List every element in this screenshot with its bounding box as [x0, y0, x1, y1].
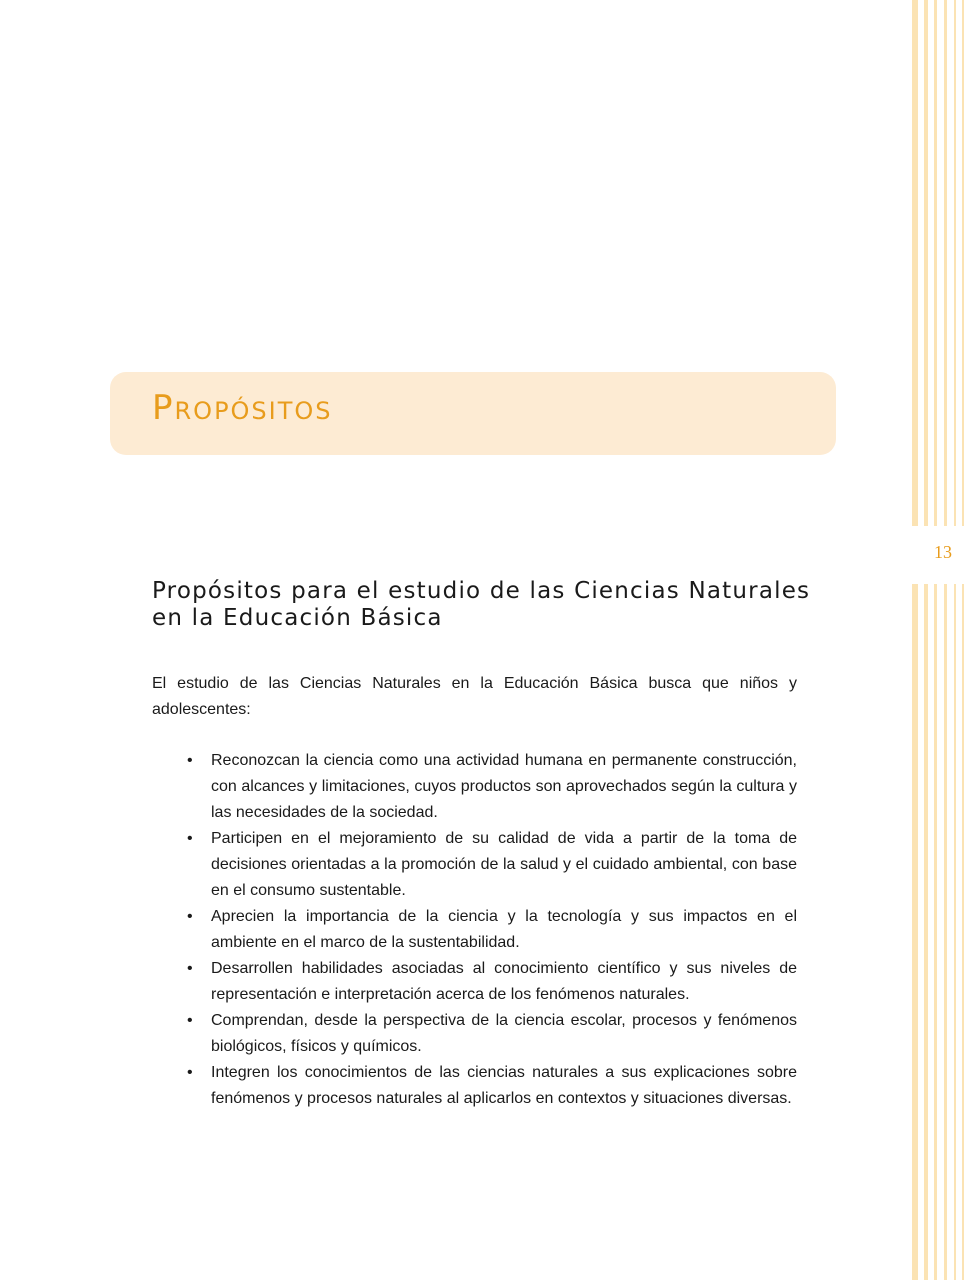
stripe	[912, 0, 918, 1280]
list-item-text: Comprendan, desde la perspectiva de la ciencia escolar, procesos y fenómenos biológicos, físicos y químicos.	[211, 1012, 797, 1055]
stripe	[924, 0, 928, 1280]
intro-paragraph: El estudio de las Ciencias Naturales en la Educación Básica busca que niños y adolescentes:	[152, 675, 797, 718]
list-item	[152, 1008, 797, 1060]
list-item-text: Participen en el mejoramiento de su calidad de vida a partir de la toma de decisiones orientadas a la promoción de la salud y el cuidado ambiental, con base en el consumo sustentable.	[211, 830, 797, 899]
subtitle-line-2: en la Educación Básica	[152, 605, 443, 631]
stripe	[944, 0, 947, 1280]
stripe	[934, 0, 937, 1280]
bullet-icon: •	[187, 830, 193, 847]
list-item	[152, 956, 797, 1008]
decorative-stripes	[912, 0, 972, 1280]
list-item	[152, 826, 797, 904]
bullet-icon: •	[187, 960, 193, 977]
list-item	[152, 904, 797, 956]
purposes-list	[152, 748, 797, 1112]
subtitle-line-1: Propósitos para el estudio de las Ciencias Naturales	[152, 578, 811, 604]
list-item-text: Reconozcan la ciencia como una actividad humana en permanente construcción, con alcances y limitaciones, cuyos productos son aprovechados según la cultura y las necesidades de la sociedad.	[211, 752, 797, 821]
list-item-text: Aprecien la importancia de la ciencia y la tecnología y sus impactos en el ambiente en el marco de la sustentabilidad.	[211, 908, 797, 951]
bullet-icon: •	[187, 1012, 193, 1029]
list-item	[152, 1060, 797, 1112]
section-subtitle	[152, 578, 812, 632]
bullet-icon: •	[187, 1064, 193, 1081]
section-banner	[110, 372, 836, 455]
stripe	[962, 0, 964, 1280]
bullet-icon: •	[187, 908, 193, 925]
banner-title: Propósitos	[152, 388, 333, 428]
list-item-text: Desarrollen habilidades asociadas al conocimiento científico y sus niveles de representación e interpretación acerca de los fenómenos naturales.	[211, 960, 797, 1003]
page-number: 13	[934, 542, 952, 562]
list-item-text: Integren los conocimientos de las ciencias naturales a sus explicaciones sobre fenómenos y procesos naturales al aplicarlos en contextos y situaciones diversas.	[211, 1064, 797, 1107]
stripe	[954, 0, 956, 1280]
bullet-icon: •	[187, 752, 193, 769]
list-item	[152, 748, 797, 826]
